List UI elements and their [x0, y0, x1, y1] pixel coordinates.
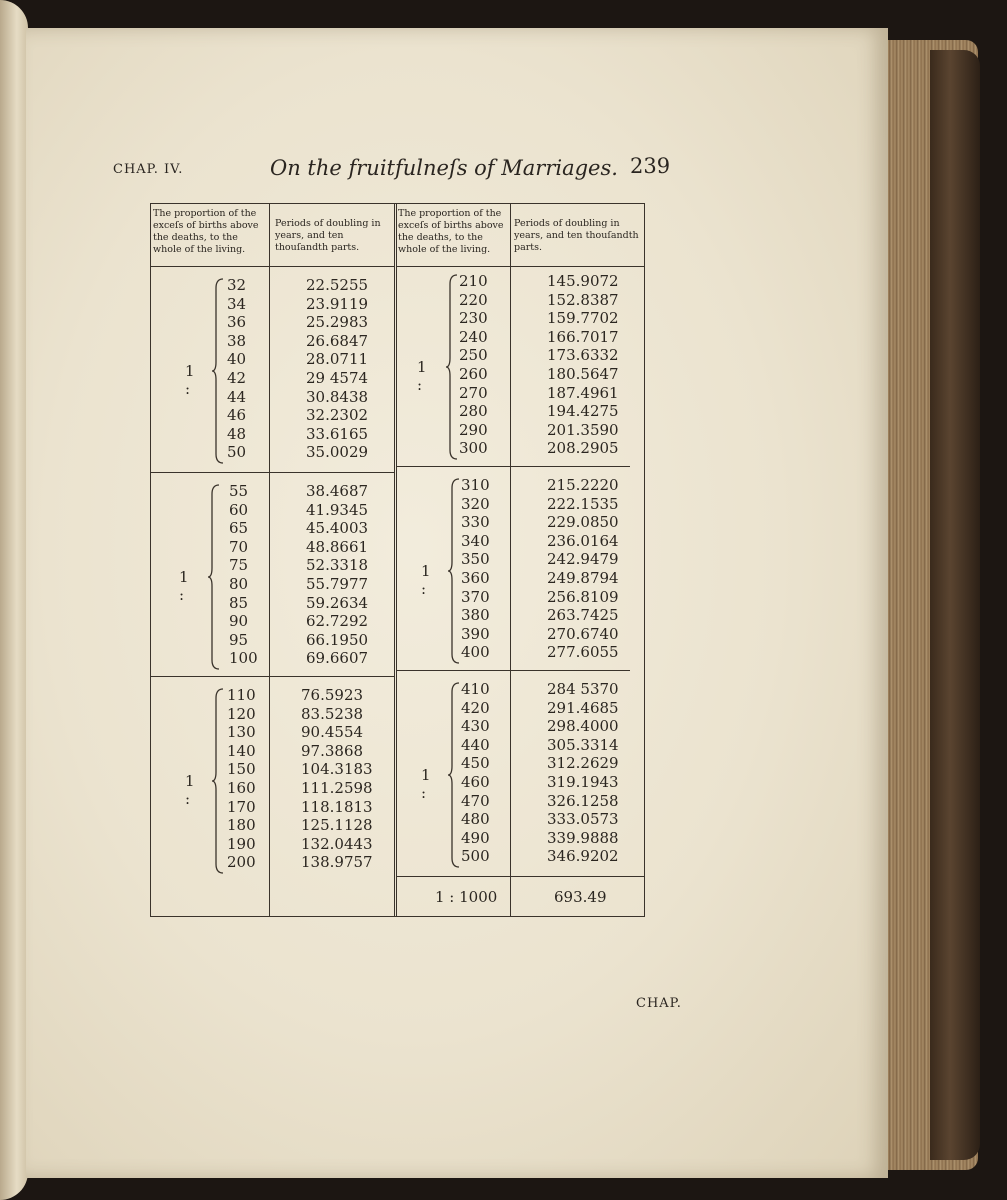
proportion-cell: 140 — [227, 741, 256, 760]
period-cell: 173.6332 — [547, 346, 619, 365]
right-values-3 — [547, 680, 619, 866]
period-cell: 305.3314 — [547, 735, 619, 754]
proportion-cell: 75 — [229, 556, 249, 575]
section-rule — [397, 466, 630, 467]
header-periods-right: Periods of doubling in years, and ten thouſandth parts. — [514, 218, 639, 253]
period-cell: 32.2302 — [306, 406, 369, 425]
proportion-cell: 40 — [227, 350, 247, 369]
period-cell: 138.9757 — [301, 853, 373, 872]
proportion-cell: 290 — [459, 420, 488, 439]
period-cell: 333.0573 — [547, 810, 619, 829]
period-cell: 284 5370 — [547, 680, 619, 698]
brace-icon — [211, 278, 225, 464]
proportion-cell: 420 — [461, 698, 490, 717]
period-cell: 55.7977 — [306, 574, 369, 593]
proportion-cell: 160 — [227, 778, 256, 797]
proportion-cell: 310 — [461, 476, 490, 494]
chapter-label: CHAP. IV. — [113, 162, 184, 177]
period-cell: 319.1943 — [547, 772, 619, 791]
proportion-cell: 220 — [459, 290, 488, 309]
period-cell: 118.1813 — [301, 797, 373, 816]
period-cell: 30.8438 — [306, 387, 369, 406]
period-cell: 97.3868 — [301, 741, 364, 760]
header-proportion-right: The proportion of the exceſs of births above the deaths, to the whole of the living. — [398, 208, 504, 255]
left-values-2 — [306, 482, 368, 668]
proportion-cell: 480 — [461, 810, 490, 829]
proportion-cell: 90 — [229, 612, 249, 631]
period-cell: 59.2634 — [306, 593, 369, 612]
left-numbers-1 — [227, 276, 246, 462]
proportion-cell: 400 — [461, 643, 490, 662]
right-numbers-1 — [459, 272, 488, 458]
period-cell: 215.2220 — [547, 476, 619, 494]
period-cell: 242.9479 — [547, 550, 619, 569]
proportion-cell: 60 — [229, 500, 249, 519]
proportion-cell: 240 — [459, 327, 488, 346]
brace-icon — [207, 484, 221, 670]
proportion-cell: 170 — [227, 797, 256, 816]
proportion-cell: 130 — [227, 723, 256, 742]
period-cell: 201.3590 — [547, 420, 619, 439]
left-values-1 — [306, 276, 368, 462]
period-cell: 194.4275 — [547, 402, 619, 421]
period-cell: 208.2905 — [547, 439, 619, 458]
catchword: CHAP. — [636, 996, 682, 1011]
proportion-cell: 470 — [461, 791, 490, 810]
left-numbers-2 — [229, 482, 258, 668]
period-cell: 326.1258 — [547, 791, 619, 810]
proportion-cell: 330 — [461, 513, 490, 532]
period-cell: 236.0164 — [547, 531, 619, 550]
ratio-label: 1 : — [417, 358, 427, 394]
period-cell: 41.9345 — [306, 500, 369, 519]
proportion-cell: 500 — [461, 847, 490, 866]
period-cell: 291.4685 — [547, 698, 619, 717]
ratio-label: 1 : — [421, 766, 431, 802]
period-cell: 132.0443 — [301, 834, 373, 853]
period-cell: 298.4000 — [547, 717, 619, 736]
doubling-table — [150, 203, 645, 917]
period-cell: 23.9119 — [306, 294, 369, 313]
period-cell: 104.3183 — [301, 760, 373, 779]
proportion-cell: 260 — [459, 364, 488, 383]
period-cell: 45.4003 — [306, 519, 369, 538]
header-rule — [397, 266, 644, 267]
period-cell: 263.7425 — [547, 606, 619, 625]
period-cell: 166.7017 — [547, 327, 619, 346]
proportion-cell: 85 — [229, 593, 249, 612]
ratio-label: 1 : — [421, 562, 431, 598]
period-cell: 76.5923 — [301, 686, 364, 704]
final-ratio: 1 : 1000 — [435, 888, 498, 906]
proportion-cell: 350 — [461, 550, 490, 569]
proportion-cell: 48 — [227, 424, 247, 443]
final-value: 693.49 — [554, 888, 607, 906]
period-cell: 145.9072 — [547, 272, 619, 290]
section-rule — [397, 876, 644, 877]
column-divider — [269, 204, 270, 916]
left-values-3 — [301, 686, 373, 872]
proportion-cell: 190 — [227, 834, 256, 853]
period-cell: 66.1950 — [306, 630, 369, 649]
page-title: On the fruitfulneſs of Marriages. — [270, 156, 618, 180]
period-cell: 346.9202 — [547, 847, 619, 866]
proportion-cell: 250 — [459, 346, 488, 365]
running-head — [113, 150, 673, 190]
book-cover — [930, 50, 980, 1160]
period-cell: 62.7292 — [306, 612, 369, 631]
right-numbers-2 — [461, 476, 490, 662]
proportion-cell: 320 — [461, 494, 490, 513]
period-cell: 69.6607 — [306, 649, 369, 668]
proportion-cell: 95 — [229, 630, 249, 649]
proportion-cell: 460 — [461, 772, 490, 791]
proportion-cell: 100 — [229, 649, 258, 668]
proportion-cell: 280 — [459, 402, 488, 421]
ratio-label: 1 : — [185, 772, 195, 808]
brace-icon — [445, 274, 459, 460]
proportion-cell: 230 — [459, 309, 488, 328]
period-cell: 125.1128 — [301, 816, 373, 835]
proportion-cell: 70 — [229, 537, 249, 556]
period-cell: 25.2983 — [306, 313, 369, 332]
period-cell: 22.5255 — [306, 276, 369, 294]
page-number: 239 — [630, 154, 671, 178]
right-values-2 — [547, 476, 619, 662]
section-rule — [151, 676, 394, 677]
proportion-cell: 450 — [461, 754, 490, 773]
period-cell: 90.4554 — [301, 723, 364, 742]
period-cell: 339.9888 — [547, 828, 619, 847]
header-proportion-left: The proportion of the exceſs of births above the deaths, to the whole of the living. — [153, 208, 259, 255]
proportion-cell: 42 — [227, 368, 247, 387]
ratio-label: 1 : — [185, 362, 195, 398]
period-cell: 111.2598 — [301, 778, 373, 797]
proportion-cell: 34 — [227, 294, 247, 313]
header-periods-left: Periods of doubling in years, and ten thouſandth parts. — [275, 218, 381, 253]
right-values-1 — [547, 272, 619, 458]
period-cell: 26.6847 — [306, 331, 369, 350]
period-cell: 270.6740 — [547, 624, 619, 643]
period-cell: 33.6165 — [306, 424, 369, 443]
period-cell: 52.3318 — [306, 556, 369, 575]
proportion-cell: 440 — [461, 735, 490, 754]
period-cell: 29 4574 — [306, 368, 369, 387]
proportion-cell: 55 — [229, 482, 249, 500]
period-cell: 256.8109 — [547, 587, 619, 606]
left-numbers-3 — [227, 686, 256, 872]
period-cell: 38.4687 — [306, 482, 369, 500]
header-rule — [151, 266, 394, 267]
proportion-cell: 120 — [227, 704, 256, 723]
period-cell: 222.1535 — [547, 494, 619, 513]
period-cell: 249.8794 — [547, 568, 619, 587]
proportion-cell: 50 — [227, 443, 247, 462]
proportion-cell: 490 — [461, 828, 490, 847]
column-divider — [510, 204, 511, 916]
proportion-cell: 200 — [227, 853, 256, 872]
brace-icon — [447, 478, 461, 664]
period-cell: 159.7702 — [547, 309, 619, 328]
proportion-cell: 44 — [227, 387, 247, 406]
proportion-cell: 210 — [459, 272, 488, 290]
proportion-cell: 360 — [461, 568, 490, 587]
right-numbers-3 — [461, 680, 490, 866]
proportion-cell: 65 — [229, 519, 249, 538]
proportion-cell: 410 — [461, 680, 490, 698]
section-rule — [397, 670, 630, 671]
period-cell: 35.0029 — [306, 443, 369, 462]
period-cell: 312.2629 — [547, 754, 619, 773]
brace-icon — [211, 688, 225, 874]
period-cell: 83.5238 — [301, 704, 364, 723]
period-cell: 48.8661 — [306, 537, 369, 556]
column-divider-center — [394, 204, 397, 916]
proportion-cell: 150 — [227, 760, 256, 779]
ratio-label: 1 : — [179, 568, 189, 604]
proportion-cell: 270 — [459, 383, 488, 402]
period-cell: 28.0711 — [306, 350, 369, 369]
proportion-cell: 46 — [227, 406, 247, 425]
proportion-cell: 370 — [461, 587, 490, 606]
brace-icon — [447, 682, 461, 868]
proportion-cell: 390 — [461, 624, 490, 643]
period-cell: 277.6055 — [547, 643, 619, 662]
proportion-cell: 38 — [227, 331, 247, 350]
left-page-edge — [0, 0, 28, 1200]
period-cell: 180.5647 — [547, 364, 619, 383]
proportion-cell: 36 — [227, 313, 247, 332]
proportion-cell: 180 — [227, 816, 256, 835]
period-cell: 229.0850 — [547, 513, 619, 532]
proportion-cell: 380 — [461, 606, 490, 625]
proportion-cell: 430 — [461, 717, 490, 736]
proportion-cell: 80 — [229, 574, 249, 593]
proportion-cell: 300 — [459, 439, 488, 458]
proportion-cell: 32 — [227, 276, 247, 294]
period-cell: 187.4961 — [547, 383, 619, 402]
proportion-cell: 340 — [461, 531, 490, 550]
section-rule — [151, 472, 394, 473]
proportion-cell: 110 — [227, 686, 256, 704]
period-cell: 152.8387 — [547, 290, 619, 309]
